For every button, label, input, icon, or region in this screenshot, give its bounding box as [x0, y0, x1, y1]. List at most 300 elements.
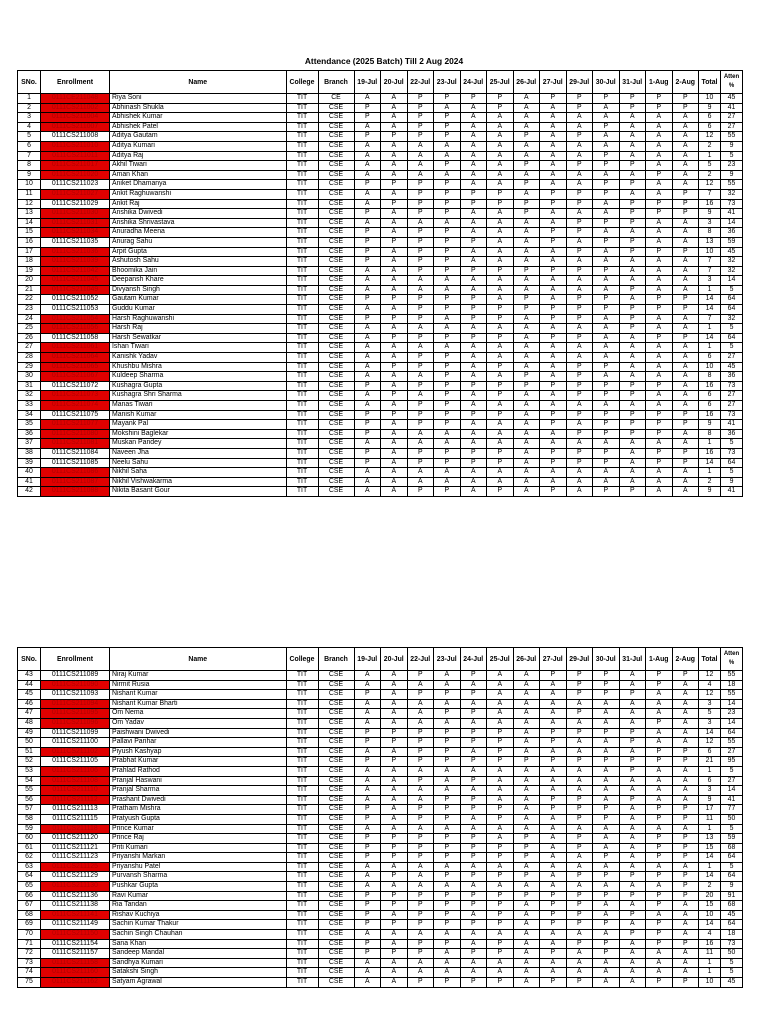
cell-total: 11 — [699, 814, 721, 824]
cell-attendance: A — [381, 477, 408, 487]
cell-total: 12 — [699, 690, 721, 700]
cell-attendance: A — [540, 958, 567, 968]
cell-branch: CSE — [318, 228, 354, 238]
table-row — [18, 218, 743, 228]
cell-sno: 31 — [18, 381, 41, 391]
cell-enrollment: 0111CS211095 — [41, 709, 110, 719]
cell-attendance: P — [407, 448, 434, 458]
cell-college: TIT — [286, 949, 318, 959]
cell-attendance: A — [672, 343, 699, 353]
cell-attendance: P — [566, 910, 593, 920]
header-date: 29-Jul — [566, 71, 593, 94]
cell-attendance: P — [593, 161, 620, 171]
cell-attendance: P — [381, 872, 408, 882]
cell-college: TIT — [286, 738, 318, 748]
cell-attendance: A — [487, 161, 514, 171]
cell-branch: CSE — [318, 209, 354, 219]
cell-name: Kushagra Gupta — [110, 381, 287, 391]
cell-attendance: A — [513, 930, 540, 940]
cell-enrollment: 0111CS211030 — [41, 209, 110, 219]
cell-attendance: A — [434, 324, 461, 334]
cell-attendance: A — [487, 372, 514, 382]
cell-attendance: A — [434, 949, 461, 959]
cell-pct: 91 — [721, 891, 743, 901]
cell-total: 14 — [699, 295, 721, 305]
cell-enrollment: 0111CS211108 — [41, 776, 110, 786]
cell-attendance: P — [407, 487, 434, 497]
cell-attendance: A — [354, 305, 381, 315]
cell-attendance: P — [487, 94, 514, 104]
cell-attendance: A — [513, 747, 540, 757]
cell-branch: CSE — [318, 843, 354, 853]
cell-attendance: A — [619, 458, 646, 468]
cell-branch: CSE — [318, 882, 354, 892]
cell-attendance: A — [646, 180, 673, 190]
cell-branch: CSE — [318, 930, 354, 940]
cell-attendance: A — [354, 391, 381, 401]
cell-sno: 70 — [18, 930, 41, 940]
cell-attendance: A — [354, 122, 381, 132]
cell-attendance: P — [487, 189, 514, 199]
cell-attendance: P — [460, 978, 487, 988]
cell-attendance: P — [354, 843, 381, 853]
cell-attendance: A — [407, 170, 434, 180]
cell-total: 7 — [699, 314, 721, 324]
cell-attendance: P — [540, 237, 567, 247]
cell-attendance: A — [646, 362, 673, 372]
cell-sno: 53 — [18, 766, 41, 776]
cell-attendance: A — [460, 170, 487, 180]
cell-branch: CSE — [318, 728, 354, 738]
cell-attendance: P — [460, 901, 487, 911]
cell-pct: 41 — [721, 795, 743, 805]
cell-attendance: A — [381, 776, 408, 786]
cell-attendance: P — [354, 295, 381, 305]
cell-attendance: P — [513, 757, 540, 767]
cell-attendance: P — [593, 420, 620, 430]
cell-attendance: P — [407, 199, 434, 209]
cell-attendance: A — [487, 170, 514, 180]
cell-attendance: A — [354, 747, 381, 757]
cell-enrollment: 0111CS211113 — [41, 805, 110, 815]
cell-attendance: P — [646, 834, 673, 844]
cell-attendance: P — [593, 487, 620, 497]
cell-attendance: A — [646, 910, 673, 920]
cell-attendance: P — [381, 362, 408, 372]
cell-attendance: P — [354, 690, 381, 700]
cell-pct: 59 — [721, 834, 743, 844]
cell-name: Naveen Jha — [110, 448, 287, 458]
cell-attendance: A — [513, 285, 540, 295]
cell-attendance: A — [460, 362, 487, 372]
cell-enrollment: 0111CS211080 — [41, 429, 110, 439]
cell-sno: 45 — [18, 690, 41, 700]
cell-attendance: P — [487, 487, 514, 497]
cell-branch: CSE — [318, 757, 354, 767]
cell-branch: CSE — [318, 920, 354, 930]
cell-attendance: A — [354, 266, 381, 276]
cell-sno: 51 — [18, 747, 41, 757]
cell-attendance: A — [619, 151, 646, 161]
cell-sno: 27 — [18, 343, 41, 353]
cell-attendance: P — [407, 122, 434, 132]
cell-attendance: P — [593, 391, 620, 401]
cell-total: 1 — [699, 958, 721, 968]
cell-attendance: P — [672, 103, 699, 113]
cell-attendance: A — [593, 372, 620, 382]
table-row — [18, 410, 743, 420]
cell-attendance: P — [487, 843, 514, 853]
cell-attendance: A — [540, 209, 567, 219]
header-date: 20-Jul — [381, 648, 408, 671]
cell-pct: 5 — [721, 824, 743, 834]
cell-attendance: P — [513, 161, 540, 171]
table-row — [18, 439, 743, 449]
cell-attendance: P — [593, 151, 620, 161]
cell-attendance: P — [593, 920, 620, 930]
cell-total: 15 — [699, 901, 721, 911]
cell-attendance: A — [619, 978, 646, 988]
cell-attendance: A — [593, 699, 620, 709]
cell-pct: 41 — [721, 420, 743, 430]
cell-attendance: A — [354, 343, 381, 353]
cell-attendance: A — [513, 237, 540, 247]
cell-attendance: A — [566, 862, 593, 872]
cell-attendance: P — [407, 94, 434, 104]
cell-total: 9 — [699, 420, 721, 430]
cell-attendance: P — [460, 671, 487, 681]
cell-attendance: A — [487, 958, 514, 968]
cell-attendance: A — [672, 122, 699, 132]
cell-attendance: P — [487, 872, 514, 882]
cell-attendance: P — [434, 199, 461, 209]
cell-attendance: A — [381, 671, 408, 681]
cell-pct: 45 — [721, 978, 743, 988]
cell-attendance: P — [540, 228, 567, 238]
cell-attendance: P — [619, 429, 646, 439]
cell-attendance: A — [381, 699, 408, 709]
cell-attendance: P — [619, 324, 646, 334]
cell-attendance: P — [593, 295, 620, 305]
cell-attendance: A — [381, 161, 408, 171]
cell-name: Priti Kumari — [110, 843, 287, 853]
cell-sno: 66 — [18, 891, 41, 901]
cell-attendance: A — [513, 218, 540, 228]
cell-attendance: P — [460, 709, 487, 719]
cell-attendance: A — [434, 468, 461, 478]
cell-attendance: P — [619, 391, 646, 401]
cell-enrollment: 0111CS211029 — [41, 199, 110, 209]
cell-sno: 29 — [18, 362, 41, 372]
cell-attendance: A — [513, 228, 540, 238]
cell-enrollment: 0111CS211075 — [41, 410, 110, 420]
cell-attendance: P — [566, 247, 593, 257]
header-date: 2-Aug — [672, 648, 699, 671]
cell-attendance: A — [540, 766, 567, 776]
cell-branch: CSE — [318, 410, 354, 420]
cell-name: Ankit Raghuwanshi — [110, 189, 287, 199]
table-row — [18, 381, 743, 391]
cell-attendance: P — [540, 805, 567, 815]
cell-attendance: P — [513, 381, 540, 391]
cell-attendance: P — [407, 103, 434, 113]
cell-attendance: A — [487, 882, 514, 892]
cell-attendance: P — [460, 381, 487, 391]
cell-sno: 32 — [18, 391, 41, 401]
cell-attendance: P — [381, 834, 408, 844]
cell-attendance: P — [407, 776, 434, 786]
cell-attendance: P — [672, 209, 699, 219]
cell-attendance: A — [672, 180, 699, 190]
cell-branch: CSE — [318, 814, 354, 824]
cell-branch: CSE — [318, 468, 354, 478]
cell-attendance: P — [540, 910, 567, 920]
cell-college: TIT — [286, 141, 318, 151]
cell-name: Riya Soni — [110, 94, 287, 104]
cell-total: 3 — [699, 276, 721, 286]
cell-total: 5 — [699, 161, 721, 171]
cell-attendance: A — [672, 824, 699, 834]
cell-attendance: P — [434, 180, 461, 190]
cell-attendance: A — [540, 429, 567, 439]
cell-name: Ashutosh Sahu — [110, 257, 287, 267]
cell-branch: CSE — [318, 680, 354, 690]
cell-attendance: A — [487, 237, 514, 247]
cell-name: Ankit Raj — [110, 199, 287, 209]
cell-total: 1 — [699, 439, 721, 449]
cell-attendance: A — [460, 766, 487, 776]
cell-attendance: A — [487, 343, 514, 353]
header-date: 1-Aug — [646, 71, 673, 94]
cell-attendance: P — [381, 410, 408, 420]
cell-attendance: P — [646, 199, 673, 209]
cell-attendance: A — [593, 910, 620, 920]
cell-attendance: A — [460, 699, 487, 709]
cell-attendance: P — [540, 901, 567, 911]
cell-pct: 18 — [721, 930, 743, 940]
cell-attendance: P — [354, 920, 381, 930]
cell-college: TIT — [286, 228, 318, 238]
cell-attendance: P — [540, 487, 567, 497]
cell-branch: CSE — [318, 189, 354, 199]
cell-attendance: A — [619, 901, 646, 911]
cell-attendance: P — [619, 795, 646, 805]
cell-attendance: A — [646, 353, 673, 363]
cell-attendance: A — [513, 824, 540, 834]
cell-attendance: P — [354, 103, 381, 113]
table-row — [18, 161, 743, 171]
cell-attendance: P — [381, 237, 408, 247]
cell-attendance: A — [566, 468, 593, 478]
cell-attendance: A — [672, 429, 699, 439]
cell-attendance: P — [646, 930, 673, 940]
cell-sno: 46 — [18, 699, 41, 709]
cell-attendance: P — [593, 458, 620, 468]
cell-pct: 5 — [721, 468, 743, 478]
cell-attendance: A — [513, 122, 540, 132]
cell-college: TIT — [286, 853, 318, 863]
cell-total: 3 — [699, 699, 721, 709]
cell-sno: 36 — [18, 429, 41, 439]
table-row — [18, 477, 743, 487]
cell-attendance: P — [381, 728, 408, 738]
cell-total: 2 — [699, 477, 721, 487]
cell-attendance: A — [407, 285, 434, 295]
cell-attendance: A — [672, 228, 699, 238]
cell-attendance: P — [540, 199, 567, 209]
cell-attendance: P — [407, 458, 434, 468]
cell-attendance: A — [434, 285, 461, 295]
cell-pct: 41 — [721, 209, 743, 219]
cell-pct: 14 — [721, 218, 743, 228]
cell-attendance: A — [540, 161, 567, 171]
cell-attendance: P — [672, 853, 699, 863]
cell-college: TIT — [286, 343, 318, 353]
cell-attendance: P — [566, 843, 593, 853]
cell-attendance: P — [646, 747, 673, 757]
table-row — [18, 843, 743, 853]
cell-attendance: A — [566, 738, 593, 748]
cell-pct: 5 — [721, 958, 743, 968]
cell-attendance: A — [460, 285, 487, 295]
cell-attendance: P — [540, 94, 567, 104]
cell-attendance: P — [487, 103, 514, 113]
cell-college: TIT — [286, 728, 318, 738]
cell-attendance: A — [619, 343, 646, 353]
cell-name: Priyanshu Patel — [110, 862, 287, 872]
cell-attendance: A — [434, 170, 461, 180]
cell-attendance: A — [619, 699, 646, 709]
cell-pct: 5 — [721, 324, 743, 334]
cell-enrollment: 0111CS211105 — [41, 757, 110, 767]
cell-attendance: A — [646, 132, 673, 142]
cell-attendance: P — [434, 295, 461, 305]
cell-college: TIT — [286, 218, 318, 228]
cell-attendance: A — [434, 218, 461, 228]
cell-college: TIT — [286, 843, 318, 853]
cell-attendance: A — [593, 228, 620, 238]
cell-name: Deepansh Khare — [110, 276, 287, 286]
cell-attendance: A — [381, 257, 408, 267]
cell-enrollment: 0111CS211020 — [41, 170, 110, 180]
cell-college: TIT — [286, 113, 318, 123]
cell-attendance: P — [566, 757, 593, 767]
cell-attendance: P — [487, 305, 514, 315]
cell-name: Satyam Agrawal — [110, 978, 287, 988]
cell-college: TIT — [286, 939, 318, 949]
cell-attendance: A — [434, 141, 461, 151]
cell-branch: CSE — [318, 113, 354, 123]
cell-attendance: A — [540, 690, 567, 700]
cell-pct: 9 — [721, 141, 743, 151]
cell-attendance: P — [566, 391, 593, 401]
cell-sno: 38 — [18, 448, 41, 458]
cell-attendance: A — [540, 132, 567, 142]
cell-enrollment: 0111CS211064 — [41, 353, 110, 363]
cell-enrollment: 0111CS211074 — [41, 401, 110, 411]
cell-attendance: A — [513, 314, 540, 324]
cell-attendance: A — [566, 718, 593, 728]
cell-total: 1 — [699, 343, 721, 353]
cell-attendance: A — [381, 285, 408, 295]
cell-attendance: A — [354, 795, 381, 805]
cell-branch: CSE — [318, 161, 354, 171]
cell-branch: CSE — [318, 132, 354, 142]
cell-attendance: A — [566, 958, 593, 968]
cell-attendance: P — [566, 218, 593, 228]
cell-attendance: A — [354, 487, 381, 497]
cell-attendance: A — [672, 680, 699, 690]
cell-attendance: P — [354, 814, 381, 824]
cell-attendance: A — [381, 910, 408, 920]
cell-attendance: P — [460, 872, 487, 882]
cell-attendance: P — [593, 680, 620, 690]
cell-attendance: A — [354, 766, 381, 776]
cell-attendance: P — [434, 305, 461, 315]
cell-sno: 40 — [18, 468, 41, 478]
cell-attendance: A — [593, 776, 620, 786]
cell-attendance: A — [434, 882, 461, 892]
cell-attendance: A — [460, 276, 487, 286]
cell-attendance: A — [460, 247, 487, 257]
table-row — [18, 958, 743, 968]
cell-attendance: P — [381, 199, 408, 209]
table-row — [18, 968, 743, 978]
cell-branch: CSE — [318, 834, 354, 844]
cell-attendance: P — [672, 247, 699, 257]
cell-pct: 23 — [721, 161, 743, 171]
cell-attendance: P — [434, 805, 461, 815]
cell-attendance: A — [460, 487, 487, 497]
cell-attendance: A — [593, 968, 620, 978]
header-date: 25-Jul — [487, 71, 514, 94]
cell-attendance: A — [381, 786, 408, 796]
cell-attendance: P — [672, 671, 699, 681]
cell-attendance: A — [460, 180, 487, 190]
cell-attendance: A — [566, 420, 593, 430]
cell-attendance: A — [619, 814, 646, 824]
cell-attendance: P — [434, 738, 461, 748]
cell-attendance: A — [593, 401, 620, 411]
table-row — [18, 333, 743, 343]
cell-attendance: P — [566, 161, 593, 171]
table-row — [18, 728, 743, 738]
table-row — [18, 786, 743, 796]
cell-attendance: P — [513, 132, 540, 142]
cell-attendance: A — [593, 882, 620, 892]
cell-attendance: P — [407, 690, 434, 700]
cell-branch: CSE — [318, 776, 354, 786]
cell-attendance: A — [513, 151, 540, 161]
cell-college: TIT — [286, 776, 318, 786]
cell-attendance: P — [407, 237, 434, 247]
cell-college: TIT — [286, 872, 318, 882]
cell-attendance: P — [619, 728, 646, 738]
cell-attendance: A — [434, 776, 461, 786]
cell-attendance: A — [593, 978, 620, 988]
cell-attendance: P — [593, 237, 620, 247]
cell-attendance: A — [354, 141, 381, 151]
cell-branch: CSE — [318, 949, 354, 959]
cell-attendance: A — [646, 266, 673, 276]
cell-college: TIT — [286, 122, 318, 132]
cell-pct: 27 — [721, 391, 743, 401]
cell-attendance: P — [434, 834, 461, 844]
cell-attendance: P — [619, 103, 646, 113]
cell-attendance: P — [593, 805, 620, 815]
cell-attendance: A — [460, 862, 487, 872]
cell-attendance: P — [646, 939, 673, 949]
